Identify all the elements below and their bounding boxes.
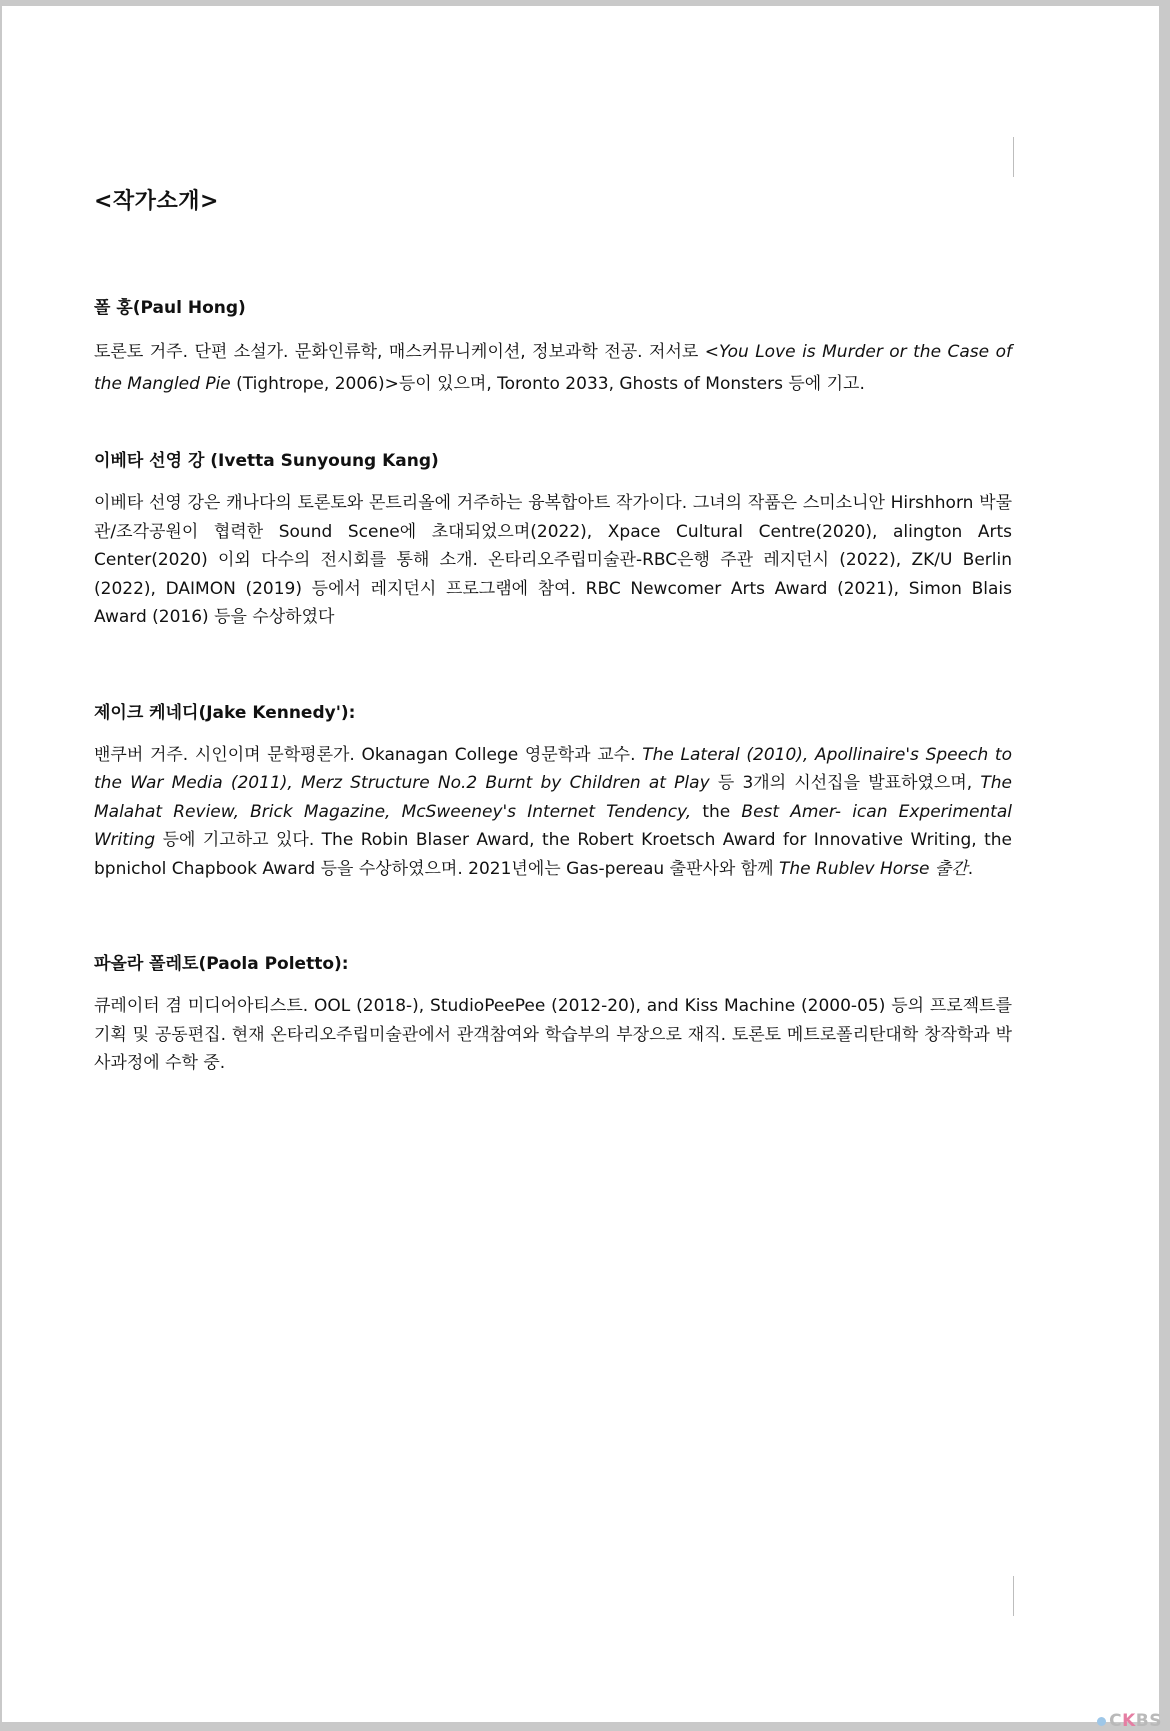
kbs-watermark-logo	[1097, 1711, 1162, 1731]
author-bio	[94, 992, 1012, 1078]
bio-text: the	[691, 801, 742, 822]
bio-publications: The Malahat Review, Brick Magazine, McSweeney's Internet Tendency,	[94, 773, 1012, 822]
author-section-paola-poletto	[94, 949, 1012, 1078]
author-section-ivetta-kang	[94, 446, 1012, 632]
author-name: 이베타 선영 강 (Ivetta Sunyoung Kang)	[94, 451, 439, 471]
bio-text: .	[967, 858, 974, 879]
margin-crop-mark-bottom	[1013, 1576, 1014, 1616]
page-title: <작가소개>	[94, 189, 219, 214]
page-content	[94, 184, 1012, 1124]
bio-text: 등 3개의 시선집을 발표하였으며,	[709, 773, 981, 793]
bio-text: 밴쿠버 거주. 시인이며 문학평론가. Okanagan College 영문학과 교수.	[94, 744, 643, 765]
author-name: 파올라 폴레토(Paola Poletto):	[94, 954, 349, 974]
author-section-paul-hong	[94, 293, 1012, 400]
bio-text: 큐레이터 겸 미디어아티스트. OOL (2018-), StudioPeePee (2012-20), and Kiss Machine (2000-05) 등의 프로젝트를 기획 및 공동편집. 현재 온타리오주립미술관에서 관객참여와 학습부의 부장으로 재직. 토론토 메트로폴리탄대학 창작학과 박사과정에 수학 중.	[94, 996, 1012, 1073]
author-name: 제이크 케네디(Jake Kennedy'):	[94, 702, 356, 723]
bio-text: 이베타 선영 강은 캐나다의 토론토와 몬트리올에 거주하는 융복합아트 작가이다. 그녀의 작품은 스미소니안 Hirshhorn 박물관/조각공원이 협력한 Sound Scene에 초대되었으며(2022), Xpace Cultural Centre(2020), alington Arts Center(2020) 이외 다수의 전시회를 통해 소개. 온타리오주립미술관-RBC은행 주관 레지던시 (2022), ZK/U Berlin (2022), DAIMON (2019) 등에서 레지던시 프로그램에 참여. RBC Newcomer Arts Award (2021), Simon Blais Award (2016) 등을 수상하였다	[94, 493, 1012, 627]
author-name: 폴 홍(Paul Hong)	[94, 298, 246, 318]
author-bio	[94, 741, 1012, 884]
margin-crop-mark-top	[1013, 137, 1014, 177]
watermark-letter-k: K	[1122, 1711, 1136, 1731]
bio-text: 토론토 거주. 단편 소설가. 문화인류학, 매스커뮤니케이션, 정보과학 전공. 저서로 <	[94, 342, 720, 362]
bio-text: 등에 기고하고 있다. The Robin Blaser Award, the Robert Kroetsch Award for Innovative Writing, the bpnichol Chapbook Award 등을 수상하였으며. 2021년에는 Gas-pereau 출판사와 함께	[94, 830, 1012, 879]
watermark-letters-bs: BS	[1135, 1711, 1162, 1731]
bio-works-titles: The Lateral (2010), Apollinaire's Speech to the War Media (2011), Merz Structure No.2 Burnt by Children at Play	[94, 744, 1012, 793]
watermark-letter-c: C	[1109, 1711, 1123, 1731]
author-section-jake-kennedy	[94, 698, 1012, 884]
bio-book-title: The Rublev Horse 출간	[778, 858, 968, 879]
document-page	[2, 6, 1159, 1722]
author-bio	[94, 336, 1012, 400]
bio-anthology-title: Best Amer- ican Experimental Writing	[94, 801, 1012, 850]
author-bio	[94, 489, 1012, 632]
bio-text: (Tightrope, 2006)>등이 있으며, Toronto 2033, Ghosts of Monsters 등에 기고.	[230, 374, 865, 394]
bio-book-title: You Love is Murder or the Case of the Mangled Pie	[94, 342, 1012, 394]
watermark-dot-icon	[1097, 1717, 1106, 1726]
